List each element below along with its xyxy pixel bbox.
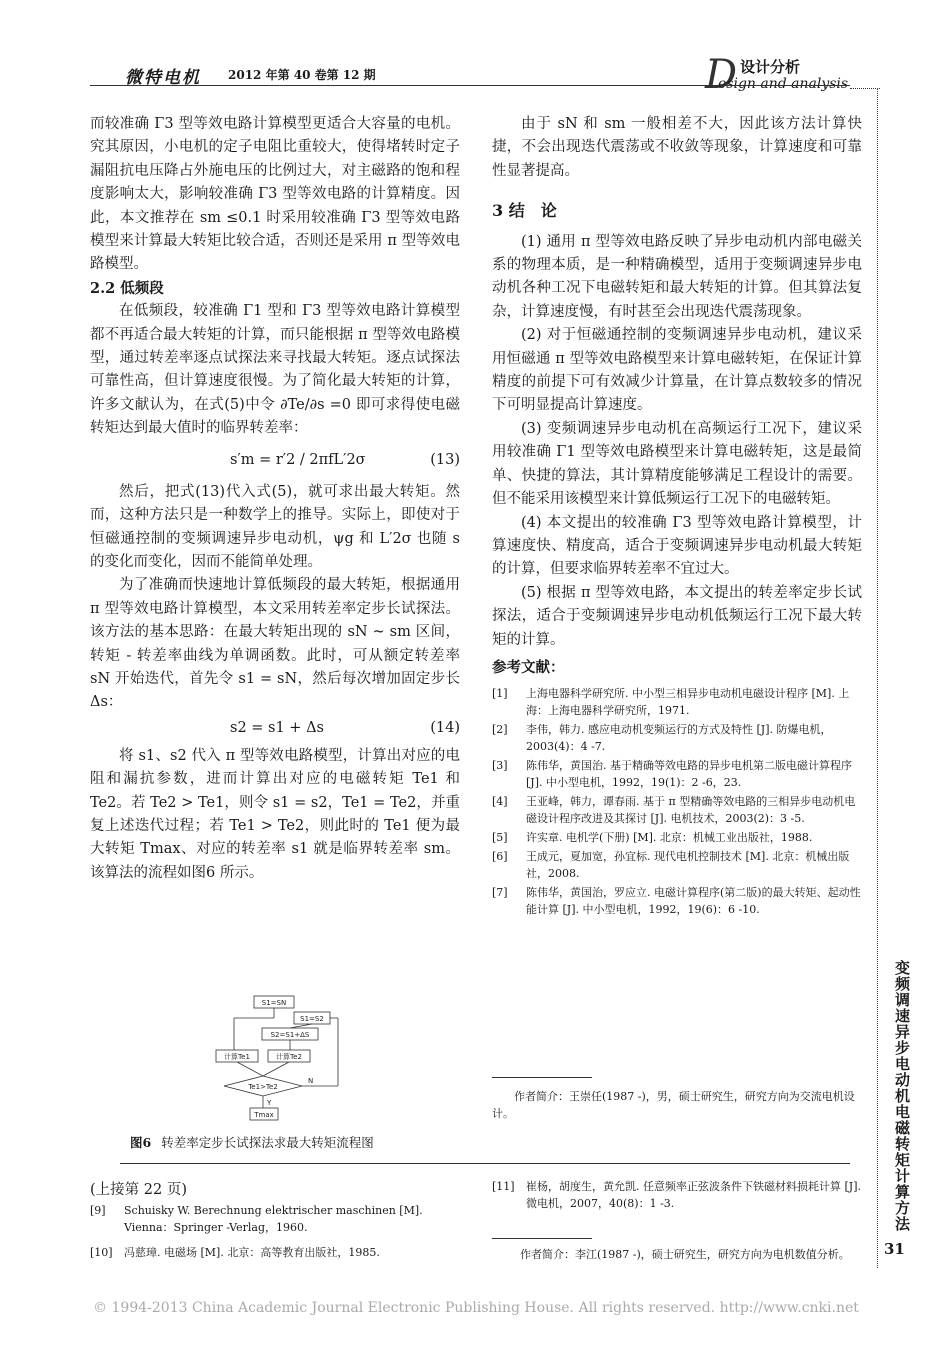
conclusion-item: (4) 本文提出的较准确 Γ3 型等效电路计算模型，计算速度快、精度高，适合于变频调速异步电动机最大转矩的计算，但要求临界转差率不宜过大。 bbox=[492, 514, 862, 578]
reference-item: [6] 王成元，夏加宽，孙宜标. 现代电机控制技术 [M]. 北京：机械出版社，2008. bbox=[492, 850, 850, 881]
reference-item: [11] 崔杨，胡度生，黄允凯. 任意频率正弦波条件下铁磁材料损耗计算 [J]. 微电机，2007，40(8)：1 -3. bbox=[492, 1180, 861, 1210]
flowchart-figure bbox=[210, 988, 350, 1128]
flow-text: Te1>Te2 bbox=[248, 1083, 278, 1091]
reference-item: [1] 上海电器科学研究所. 中小型三相异步电动机电磁设计程序 [M]. 上海：上海电器科学研究所，1971. bbox=[492, 687, 850, 718]
equation-13 bbox=[90, 441, 460, 481]
author-rule bbox=[492, 1077, 592, 1078]
flow-text: 计算Te1 bbox=[224, 1053, 250, 1061]
conclusion-item: (2) 对于恒磁通控制的变频调速异步电动机，建议采用恒磁通 π 型等效电路模型来计算电磁转矩，在保证计算精度的前提下可有效减少计算量，在计算点数较多的情况下可明显提高计算速度。 bbox=[492, 327, 862, 414]
equation-number: (13) bbox=[430, 451, 460, 468]
author-rule bbox=[492, 1238, 592, 1239]
references-heading: 参考文献： bbox=[492, 658, 565, 676]
copyright-footer: © 1994-2013 China Academic Journal Electronic Publishing House. All rights reserved. http://www.cnki.net bbox=[93, 1300, 859, 1316]
conclusion-item: (5) 根据 π 型等效电路，本文提出的转差率定步长试探法，适合于变频调速异步电动机低频运行工况下最大转矩的计算。 bbox=[492, 584, 862, 648]
section-rule bbox=[120, 1163, 850, 1164]
reference-item: [4] 王亚峰，韩力，谭春雨. 基于 π 型精确等效电路的三相异步电动机电磁设计程序改进及其探讨 [J]. 电机技术，2003(2)：3 -5. bbox=[492, 795, 856, 826]
left-column bbox=[90, 113, 460, 885]
header-dotted-rule bbox=[850, 88, 880, 89]
paragraph: 由于 sN 和 sm 一般相差不大，因此该方法计算快捷，不会出现迭代震荡或不收敛等现象，计算速度和可靠性显著提高。 bbox=[492, 116, 862, 179]
conclusion-item: (1) 通用 π 型等效电路反映了异步电动机内部电磁关系的物理本质，是一种精确模型，适用于变频调速异步电动机各种工况下电磁转矩和最大转矩的计算。但其算法复杂，计算速度慢，有时甚至会出现迭代震荡现象。 bbox=[492, 233, 862, 320]
paragraph: 而较准确 Γ3 型等效电路计算模型更适合大容量的电机。究其原因，小电机的定子电阻比重较大，使得堵转时定子漏阻抗电压降占外施电压的比例过大，对主磁路的饱和程度影响太大，影响较准确 Γ3 型等效电路的计算精度。因此，本文推荐在 sm ≤0.1 时采用较准确 Γ3 型等效电路模型来计算最大转矩比较合适，否则还是采用 π 型等效电路模型。 bbox=[90, 116, 460, 273]
figure-caption-text: 转差率定步长试探法求最大转矩流程图 bbox=[161, 1135, 374, 1150]
author-note: 作者简介：王崇任(1987 -)，男，硕士研究生，研究方向为交流电机设计。 bbox=[492, 1090, 855, 1120]
conclusion-item: (3) 变频调速异步电动机在高频运行工况下，建议采用较准确 Γ1 型等效电路模型来计算电磁转矩，这是最简单、快捷的算法，其计算精度能够满足工程设计的需要。但不能采用该模型来计算低频运行工况下的电磁转矩。 bbox=[492, 420, 862, 508]
flow-no-label: N bbox=[308, 1077, 314, 1085]
section-heading: 2.2 低频段 bbox=[90, 279, 164, 297]
category-label-en: esign and analysis bbox=[718, 76, 849, 92]
section-heading: 3 结 论 bbox=[492, 201, 557, 221]
flow-text: Tmax bbox=[254, 1111, 274, 1119]
reference-item: [10] 冯慈璋. 电磁场 [M]. 北京：高等教育出版社，1985. bbox=[90, 1246, 380, 1259]
paragraph: 将 s1、s2 代入 π 型等效电路模型，计算出对应的电阻和漏抗参数，进而计算出对应的电磁转矩 Te1 和 Te2。若 Te2 > Te1，则令 s1 = s2，Te1 = Te2，并重复上述迭代过程；若 Te1 > Te2，则此时的 Te1 便为最大转矩 Tmax、对应的转差率 s1 就是临界转差率 sm。该算法的流程如图6 所示。 bbox=[90, 747, 460, 881]
design-logo: D bbox=[705, 52, 738, 98]
flow-yes-label: Y bbox=[267, 1099, 272, 1107]
reference-item: [2] 李伟，韩力. 感应电动机变频运行的方式及特性 [J]. 防爆电机，2003(4)：4 -7. bbox=[492, 723, 832, 754]
right-column bbox=[492, 113, 862, 920]
paragraph: 为了准确而快速地计算低频段的最大转矩，根据通用 π 型等效电路计算模型，本文采用转差率定步长试探法。该方法的基本思路：在最大转矩出现的 sN ~ sm 区间，转矩 - 转差率曲线为单调函数。此时，可从额定转差率 sN 开始迭代，首先令 s1 = sN，然后每次增加固定步长 Δs： bbox=[90, 577, 460, 711]
header-rule bbox=[90, 85, 850, 86]
margin-dotted-rule bbox=[877, 88, 878, 1268]
reference-item: [9] Schuisky W. Berechnung elektrischer maschinen [M]. Vienna：Springer -Verlag，1960. bbox=[90, 1204, 423, 1234]
reference-item: [7] 陈伟华，黄国治，罗应立. 电磁计算程序(第二版)的最大转矩、起动性能计算 [J]. 中小型电机，1992，19(6)：6 -10. bbox=[492, 886, 861, 917]
reference-item: [5] 许实章. 电机学(下册) [M]. 北京：机械工业出版社，1988. bbox=[492, 831, 813, 845]
equation-number: (14) bbox=[430, 719, 460, 736]
flow-text: 计算Te2 bbox=[276, 1053, 302, 1061]
flow-text: S2=S1+ΔS bbox=[270, 1031, 310, 1039]
paragraph: 然后，把式(13)代入式(5)，就可求出最大转矩。然而，这种方法只是一种数学上的推导。实际上，即使对于恒磁通控制的变频调速异步电动机，ψg 和 L′2σ 也随 s 的变化而变化，因而不能简单处理。 bbox=[90, 483, 460, 570]
continued-note: (上接第 22 页) bbox=[90, 1182, 187, 1198]
equation-14 bbox=[90, 715, 460, 745]
issue-info: 2012 年第 40 卷第 12 期 bbox=[228, 68, 376, 82]
figure-caption bbox=[130, 1133, 374, 1151]
running-title: 变频调速异步电动机电磁转矩计算方法 bbox=[893, 960, 911, 1232]
journal-name: 微特电机 bbox=[125, 68, 201, 88]
paragraph: 在低频段，较准确 Γ1 型和 Γ3 型等效电路计算模型都不再适合最大转矩的计算，而只能根据 π 型等效电路模型，通过转差率逐点试探法来寻找最大转矩。逐点试探法可靠性高，但计算速度很慢。为了简化最大转矩的计算，许多文献认为，在式(5)中令 ∂Te/∂s =0 即可求得使电磁转矩达到最大值时的临界转差率： bbox=[90, 303, 460, 437]
equation-body: s′m = r′2 / 2πfL′2σ bbox=[230, 451, 366, 468]
page-number: 31 bbox=[884, 1240, 905, 1258]
reference-item: [3] 陈伟华，黄国治. 基于精确等效电路的异步电机第二版电磁计算程序 [J]. 中小型电机，1992，19(1)：2 -6，23. bbox=[492, 759, 852, 790]
author-note: 作者简介：李江(1987 -)，硕士研究生，研究方向为电机数值分析。 bbox=[520, 1248, 850, 1261]
flow-text: S1=S2 bbox=[300, 1015, 324, 1023]
figure-number: 图6 bbox=[130, 1135, 152, 1150]
equation-body: s2 = s1 + Δs bbox=[230, 719, 324, 736]
flow-text: S1=SN bbox=[261, 999, 287, 1007]
reference-list bbox=[492, 685, 862, 918]
category-label: 设计分析 bbox=[740, 58, 801, 76]
